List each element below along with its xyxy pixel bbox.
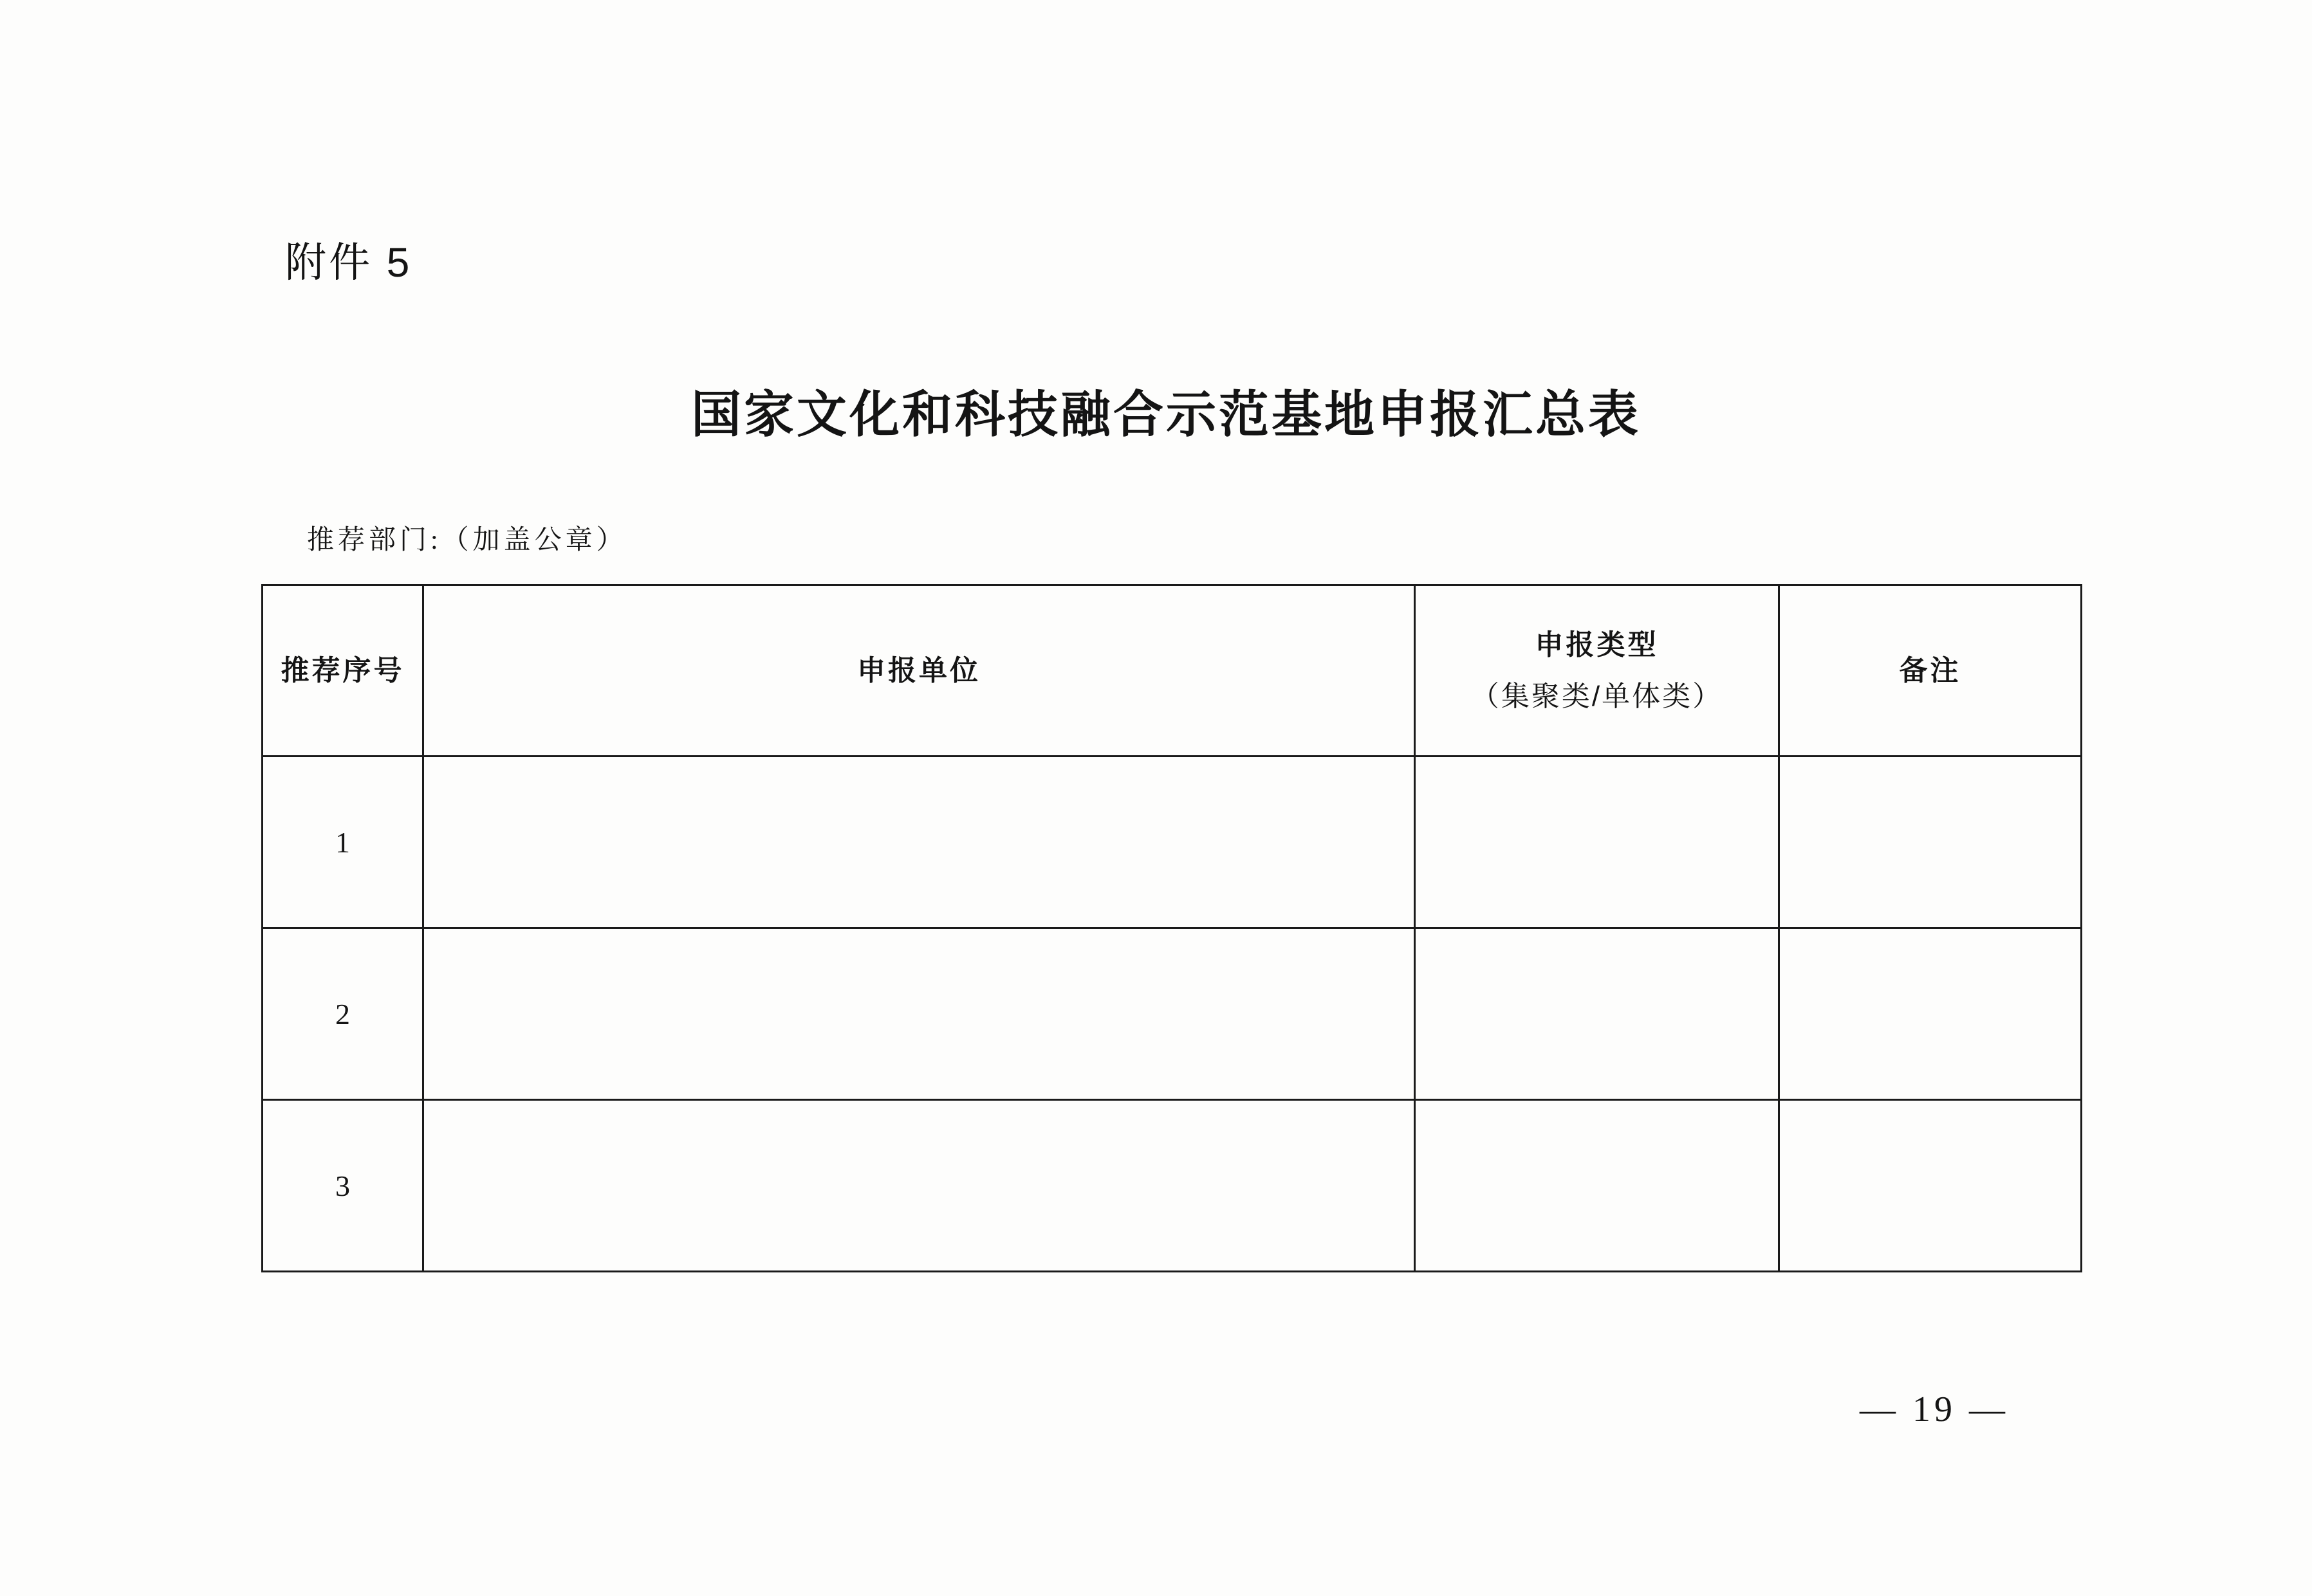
remarks-cell bbox=[1779, 928, 2082, 1100]
type-cell bbox=[1415, 928, 1779, 1100]
header-unit bbox=[423, 585, 1415, 757]
type-cell bbox=[1415, 757, 1779, 928]
remarks-cell bbox=[1779, 1100, 2082, 1272]
header-remarks bbox=[1779, 585, 2082, 757]
header-type-sublabel: （集聚类/单体类） bbox=[1470, 680, 1723, 712]
type-cell bbox=[1415, 1100, 1779, 1272]
unit-cell bbox=[423, 757, 1415, 928]
header-unit-label: 申报单位 bbox=[857, 654, 981, 686]
unit-cell bbox=[423, 1100, 1415, 1272]
header-seq bbox=[263, 585, 423, 757]
seq-cell: 3 bbox=[263, 1100, 423, 1272]
table-header-row bbox=[263, 585, 2082, 757]
page-number: — 19 — bbox=[1860, 1390, 2009, 1429]
header-type bbox=[1415, 585, 1779, 757]
header-remarks-label: 备注 bbox=[1899, 654, 1961, 686]
recommending-department-line: 推荐部门:（加盖公章） bbox=[307, 526, 627, 555]
header-type-label: 申报类型 bbox=[1535, 628, 1659, 661]
document-title: 国家文化和科技融合示范基地申报汇总表 bbox=[690, 386, 1641, 443]
remarks-cell bbox=[1779, 757, 2082, 928]
attachment-label: 附件 5 bbox=[285, 239, 412, 286]
seq-cell: 1 bbox=[263, 757, 423, 928]
summary-table bbox=[261, 584, 2082, 1272]
unit-cell bbox=[423, 928, 1415, 1100]
table-row bbox=[263, 928, 2082, 1100]
header-seq-label: 推荐序号 bbox=[281, 654, 405, 686]
table-row bbox=[263, 757, 2082, 928]
table-row bbox=[263, 1100, 2082, 1272]
seq-cell: 2 bbox=[263, 928, 423, 1100]
